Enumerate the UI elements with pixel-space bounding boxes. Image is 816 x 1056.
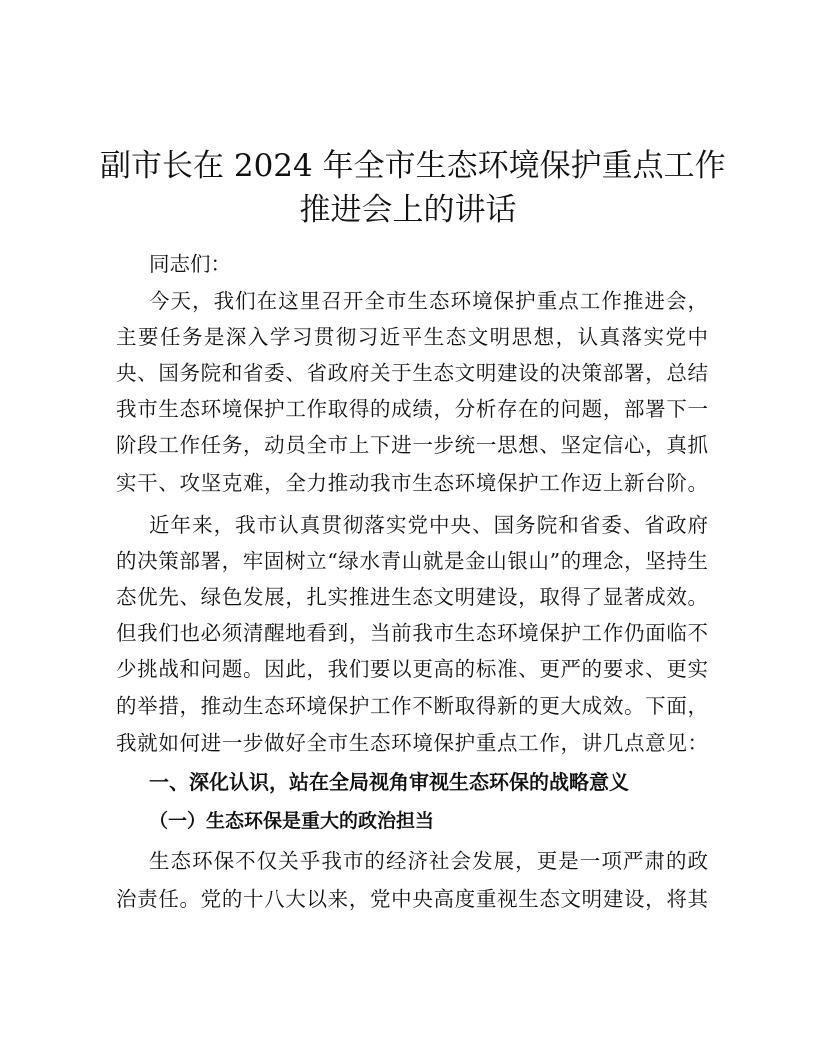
paragraph-line: 的决策部署，牢固树立“绿水青山就是金山银山”的理念，坚持生 — [116, 549, 708, 573]
paragraph-line: 实干、攻坚克难，全力推动我市生态环境保护工作迈上新台阶。 — [116, 471, 708, 495]
paragraph-line: 但我们也必须清醒地看到，当前我市生态环境保护工作仍面临不 — [116, 621, 708, 645]
paragraph-line: 生态环保不仅关乎我市的经济社会发展，更是一项严肃的政 — [149, 849, 708, 873]
paragraph-line: 我就如何进一步做好全市生态环境保护重点工作，讲几点意见： — [116, 731, 708, 755]
paragraph-line: 治责任。党的十八大以来，党中央高度重视生态文明建设，将其 — [116, 887, 708, 911]
paragraph-line: 态优先、绿色发展，扎实推进生态文明建设，取得了显著成效。 — [116, 585, 708, 609]
paragraph-line: 的举措，推动生态环境保护工作不断取得新的更大成效。下面， — [116, 694, 708, 718]
paragraph-line: 少挑战和问题。因此，我们要以更高的标准、更严的要求、更实 — [116, 657, 708, 681]
salutation: 同志们： — [149, 252, 231, 276]
document-title-line-2: 推进会上的讲话 — [299, 192, 517, 228]
section-heading-2: （一）生态环保是重大的政治担当 — [149, 810, 435, 832]
document-title-line-1: 副市长在 2024 年全市生态环境保护重点工作 — [100, 148, 726, 184]
paragraph-line: 阶段工作任务，动员全市上下进一步统一思想、坚定信心，真抓 — [116, 433, 708, 457]
paragraph-line: 主要任务是深入学习贯彻习近平生态文明思想，认真落实党中 — [116, 325, 708, 349]
section-heading-1: 一、深化认识，站在全局视角审视生态环保的战略意义 — [149, 770, 629, 794]
paragraph-line: 今天，我们在这里召开全市生态环境保护重点工作推进会， — [149, 289, 708, 313]
paragraph-line: 央、国务院和省委、省政府关于生态文明建设的决策部署，总结 — [116, 361, 708, 385]
paragraph-line: 我市生态环境保护工作取得的成绩，分析存在的问题，部署下一 — [116, 397, 708, 421]
paragraph-line: 近年来，我市认真贯彻落实党中央、国务院和省委、省政府 — [149, 513, 708, 537]
